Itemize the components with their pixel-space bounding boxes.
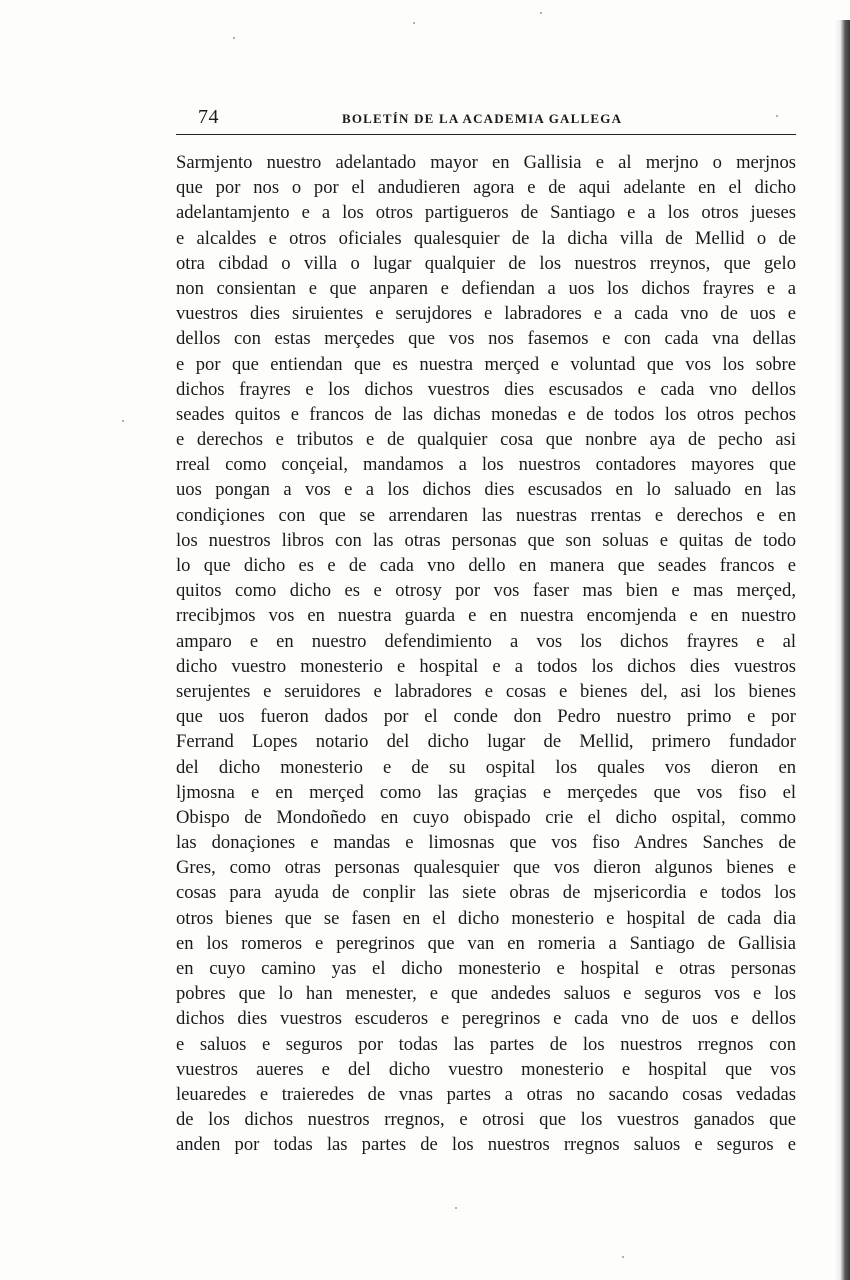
text-line: dellos con estas merçedes que vos nos fasemos e con cada vna dellas bbox=[176, 328, 796, 350]
scan-edge-shadow bbox=[834, 20, 850, 1280]
scan-speck bbox=[455, 1207, 457, 1209]
text-line: dicho vuestro monesterio e hospital e a todos los dichos dies vuestros bbox=[176, 655, 796, 677]
text-line: Ferrand Lopes notario del dicho lugar de Mellid, primero fundador bbox=[176, 731, 796, 753]
text-line: otra cibdad o villa o lugar qualquier de los nuestros rreynos, que gelo bbox=[176, 252, 796, 274]
text-line: rreal como conçeial, mandamos a los nuestros contadores mayores que bbox=[176, 454, 796, 476]
text-line: vuestros dies siruientes e serujdores e labradores e a cada vno de uos e bbox=[176, 303, 796, 325]
body-text bbox=[176, 150, 796, 1158]
text-line: leuaredes e traieredes de vnas partes a otras no sacando cosas vedadas bbox=[176, 1083, 796, 1105]
text-line: en los romeros e peregrinos que van en romeria a Santiago de Gallisia bbox=[176, 932, 796, 954]
text-line: rrecibjmos vos en nuestra guarda e en nuestra encomjenda e en nuestro bbox=[176, 605, 796, 627]
text-line: de los dichos nuestros rregnos, e otrosi que los vuestros ganados que bbox=[176, 1109, 796, 1131]
text-line: cosas para ayuda de conplir las siete obras de mjsericordia e todos los bbox=[176, 882, 796, 904]
text-line: anden por todas las partes de los nuestros rregnos saluos e seguros e bbox=[176, 1134, 796, 1156]
text-line: serujentes e seruidores e labradores e cosas e bienes del, asi los bienes bbox=[176, 680, 796, 702]
page-header bbox=[176, 106, 796, 130]
text-line: e por que entiendan que es nuestra merçed e voluntad que vos los sobre bbox=[176, 353, 796, 375]
scan-speck bbox=[540, 12, 542, 14]
text-line: seades quitos e francos de las dichas monedas e de todos los otros pechos bbox=[176, 403, 796, 425]
text-line: Gres, como otras personas qualesquier que vos dieron algunos bienes e bbox=[176, 857, 796, 879]
page-number: 74 bbox=[198, 106, 219, 128]
header-rule bbox=[176, 134, 796, 135]
scan-speck bbox=[413, 22, 415, 24]
text-line: ljmosna e en merçed como las graçias e merçedes que vos fiso el bbox=[176, 781, 796, 803]
text-line: amparo e en nuestro defendimiento a vos los dichos frayres e al bbox=[176, 630, 796, 652]
text-line: e derechos e tributos e de qualquier cosa que nonbre aya de pecho asi bbox=[176, 429, 796, 451]
text-line: dichos frayres e los dichos vuestros dies escusados e cada vno dellos bbox=[176, 378, 796, 400]
text-line: dichos dies vuestros escuderos e peregrinos e cada vno de uos e dellos bbox=[176, 1008, 796, 1030]
text-line: e alcaldes e otros oficiales qualesquier de la dicha villa de Mellid o de bbox=[176, 227, 796, 249]
text-line: uos pongan a vos e a los dichos dies escusados en lo saluado en las bbox=[176, 479, 796, 501]
text-line: los nuestros libros con las otras personas que son soluas e quitas de todo bbox=[176, 529, 796, 551]
text-line: vuestros aueres e del dicho vuestro monesterio e hospital que vos bbox=[176, 1058, 796, 1080]
scan-speck bbox=[776, 115, 778, 117]
text-line: Sarmjento nuestro adelantado mayor en Gallisia e al merjno o merjnos bbox=[176, 152, 796, 173]
text-line: non consientan e que anparen e defiendan a uos los dichos frayres e a bbox=[176, 277, 796, 299]
text-line: e saluos e seguros por todas las partes de los nuestros rregnos con bbox=[176, 1033, 796, 1055]
text-line: las donaçiones e mandas e limosnas que vos fiso Andres Sanches de bbox=[176, 832, 796, 854]
text-line: condiçiones con que se arrendaren las nuestras rrentas e derechos e en bbox=[176, 504, 796, 526]
scan-speck bbox=[233, 37, 235, 39]
scan-speck bbox=[622, 1256, 624, 1258]
text-line: otros bienes que se fasen en el dicho monesterio e hospital de cada dia bbox=[176, 907, 796, 929]
text-line: que uos fueron dados por el conde don Pedro nuestro primo e por bbox=[176, 706, 796, 728]
text-line: adelantamjento e a los otros partigueros de Santiago e a los otros jueses bbox=[176, 202, 796, 224]
text-line: quitos como dicho es e otrosy por vos faser mas bien e mas merçed, bbox=[176, 580, 796, 602]
text-line: del dicho monesterio e de su ospital los quales vos dieron en bbox=[176, 756, 796, 778]
text-line: que por nos o por el andudieren agora e de aqui adelante en el dicho bbox=[176, 177, 796, 199]
text-line: en cuyo camino yas el dicho monesterio e hospital e otras personas bbox=[176, 958, 796, 979]
text-line: Obispo de Mondoñedo en cuyo obispado crie el dicho ospital, commo bbox=[176, 806, 796, 828]
text-line: pobres que lo han menester, e que andedes saluos e seguros vos e los bbox=[176, 983, 796, 1005]
scan-speck bbox=[122, 420, 124, 422]
running-head: BOLETÍN DE LA ACADEMIA GALLEGA bbox=[342, 111, 623, 126]
text-line: lo que dicho es e de cada vno dello en manera que seades francos e bbox=[176, 555, 796, 576]
